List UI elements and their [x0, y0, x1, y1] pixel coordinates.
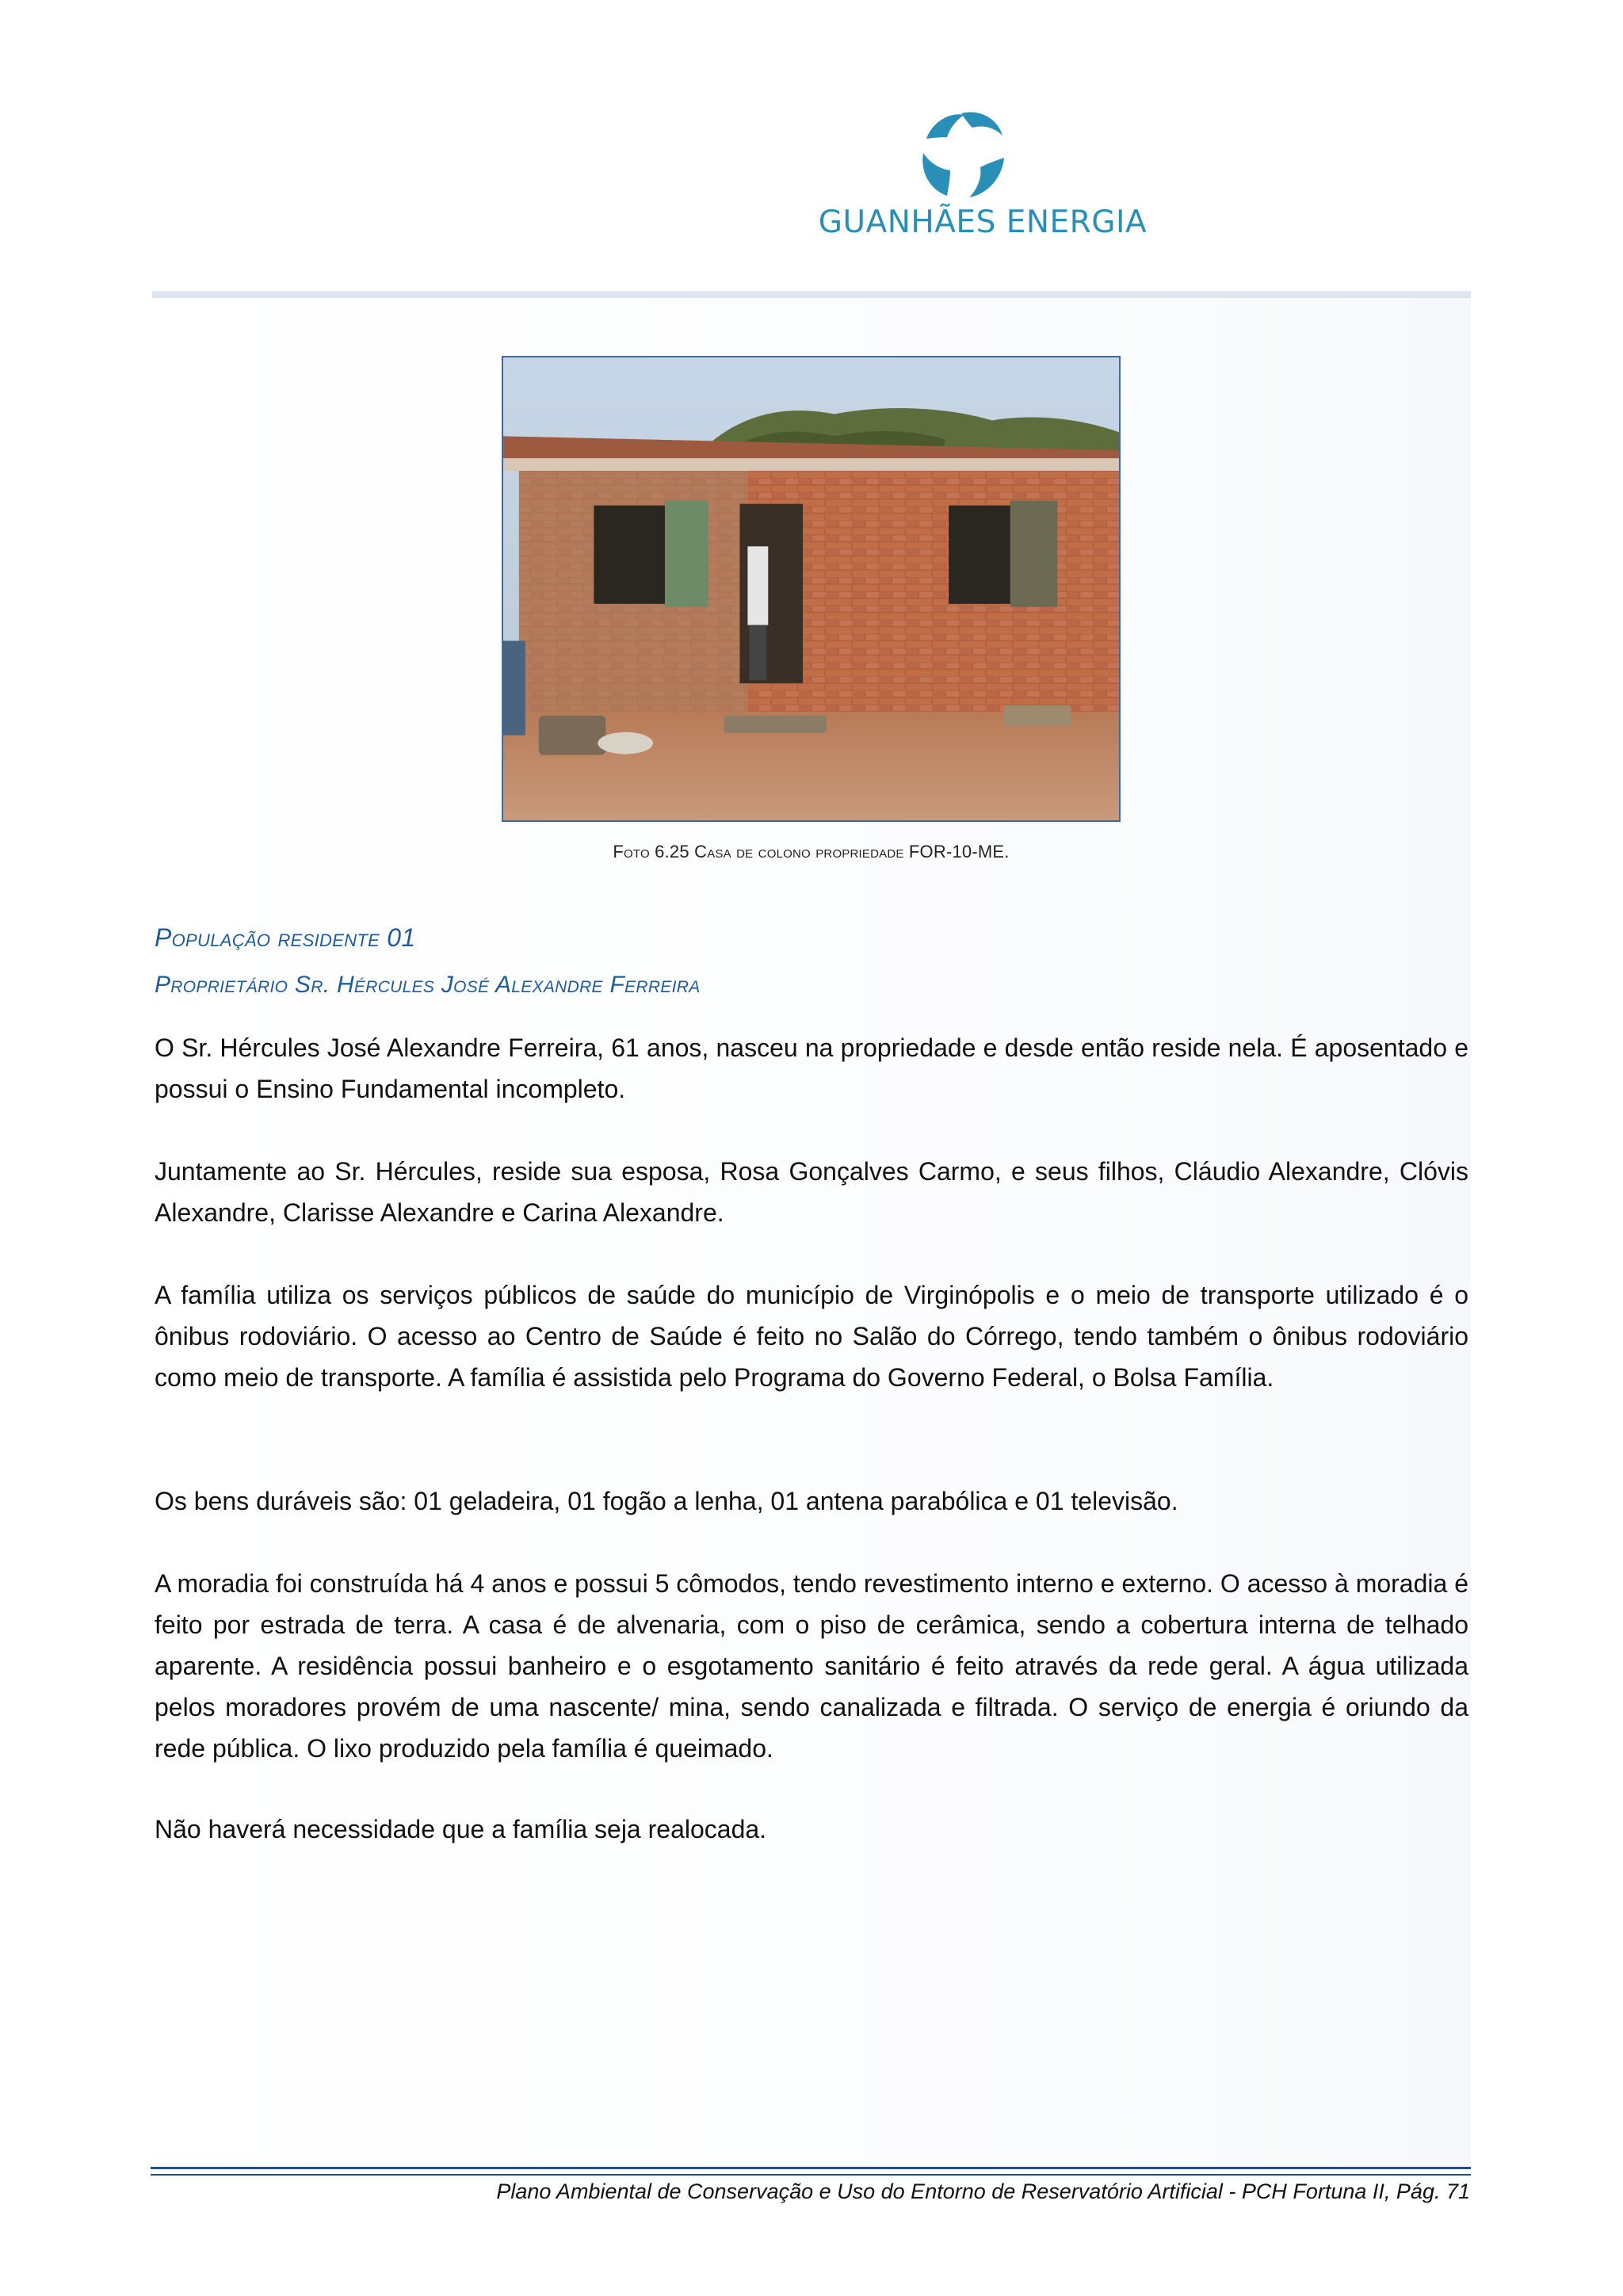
company-name: GUANHÃES ENERGIA — [818, 204, 1148, 240]
paragraph-intro: O Sr. Hércules José Alexandre Ferreira, 61 anos, nasceu na propriedade e desde então reside nela. É aposentado e possui o Ensino Fundamental incompleto. — [155, 1033, 1468, 1103]
paragraph-goods: Os bens duráveis são: 01 geladeira, 01 fogão a lenha, 01 antena parabólica e 01 televisão. — [155, 1487, 1178, 1515]
heading-population: População residente 01 — [155, 923, 416, 952]
footer-divider — [151, 2167, 1471, 2176]
paragraph-conclusion: Não haverá necessidade que a família seja realocada. — [155, 1815, 767, 1843]
swirl-logo-icon — [915, 107, 1010, 202]
house-photo — [502, 356, 1121, 822]
footer-text: Plano Ambiental de Conservação e Uso do Entorno de Reservatório Artificial - PCH Fortuna II, Pág. 71 — [496, 2179, 1470, 2203]
house-illustration — [503, 357, 1119, 820]
paragraph-family: Juntamente ao Sr. Hércules, reside sua esposa, Rosa Gonçalves Carmo, e seus filhos, Cláudio Alexandre, Clóvis Alexandre, Clarisse Alexandre e Carina Alexandre. — [155, 1157, 1468, 1227]
heading-owner: Proprietário Sr. Hércules José Alexandre Ferreira — [155, 972, 701, 998]
paragraph-housing: A moradia foi construída há 4 anos e possui 5 cômodos, tendo revestimento interno e externo. O acesso à moradia é feito por estrada de terra. A casa é de alvenaria, com o piso de cerâmica, sendo a cobertura interna de telhado aparente. A residência possui banheiro e o esgotamento sanitário é feito através da rede geral. A água utilizada pelos moradores provém de uma nascente/ mina, sendo canalizada e filtrada. O serviço de energia é oriundo da rede pública. O lixo produzido pela família é queimado. — [155, 1569, 1468, 1763]
company-logo — [816, 107, 1149, 246]
paragraph-services: A família utiliza os serviços públicos de saúde do município de Virginópolis e o meio de transporte utilizado é o ônibus rodoviário. O acesso ao Centro de Saúde é feito no Salão do Córrego, tendo também o ônibus rodoviário como meio de transporte. A família é assistida pelo Programa do Governo Federal, o Bolsa Família. — [155, 1281, 1468, 1392]
photo-caption: Foto 6.25 Casa de colono propriedade FOR-10-ME. — [613, 842, 1010, 861]
header-divider — [152, 291, 1471, 298]
